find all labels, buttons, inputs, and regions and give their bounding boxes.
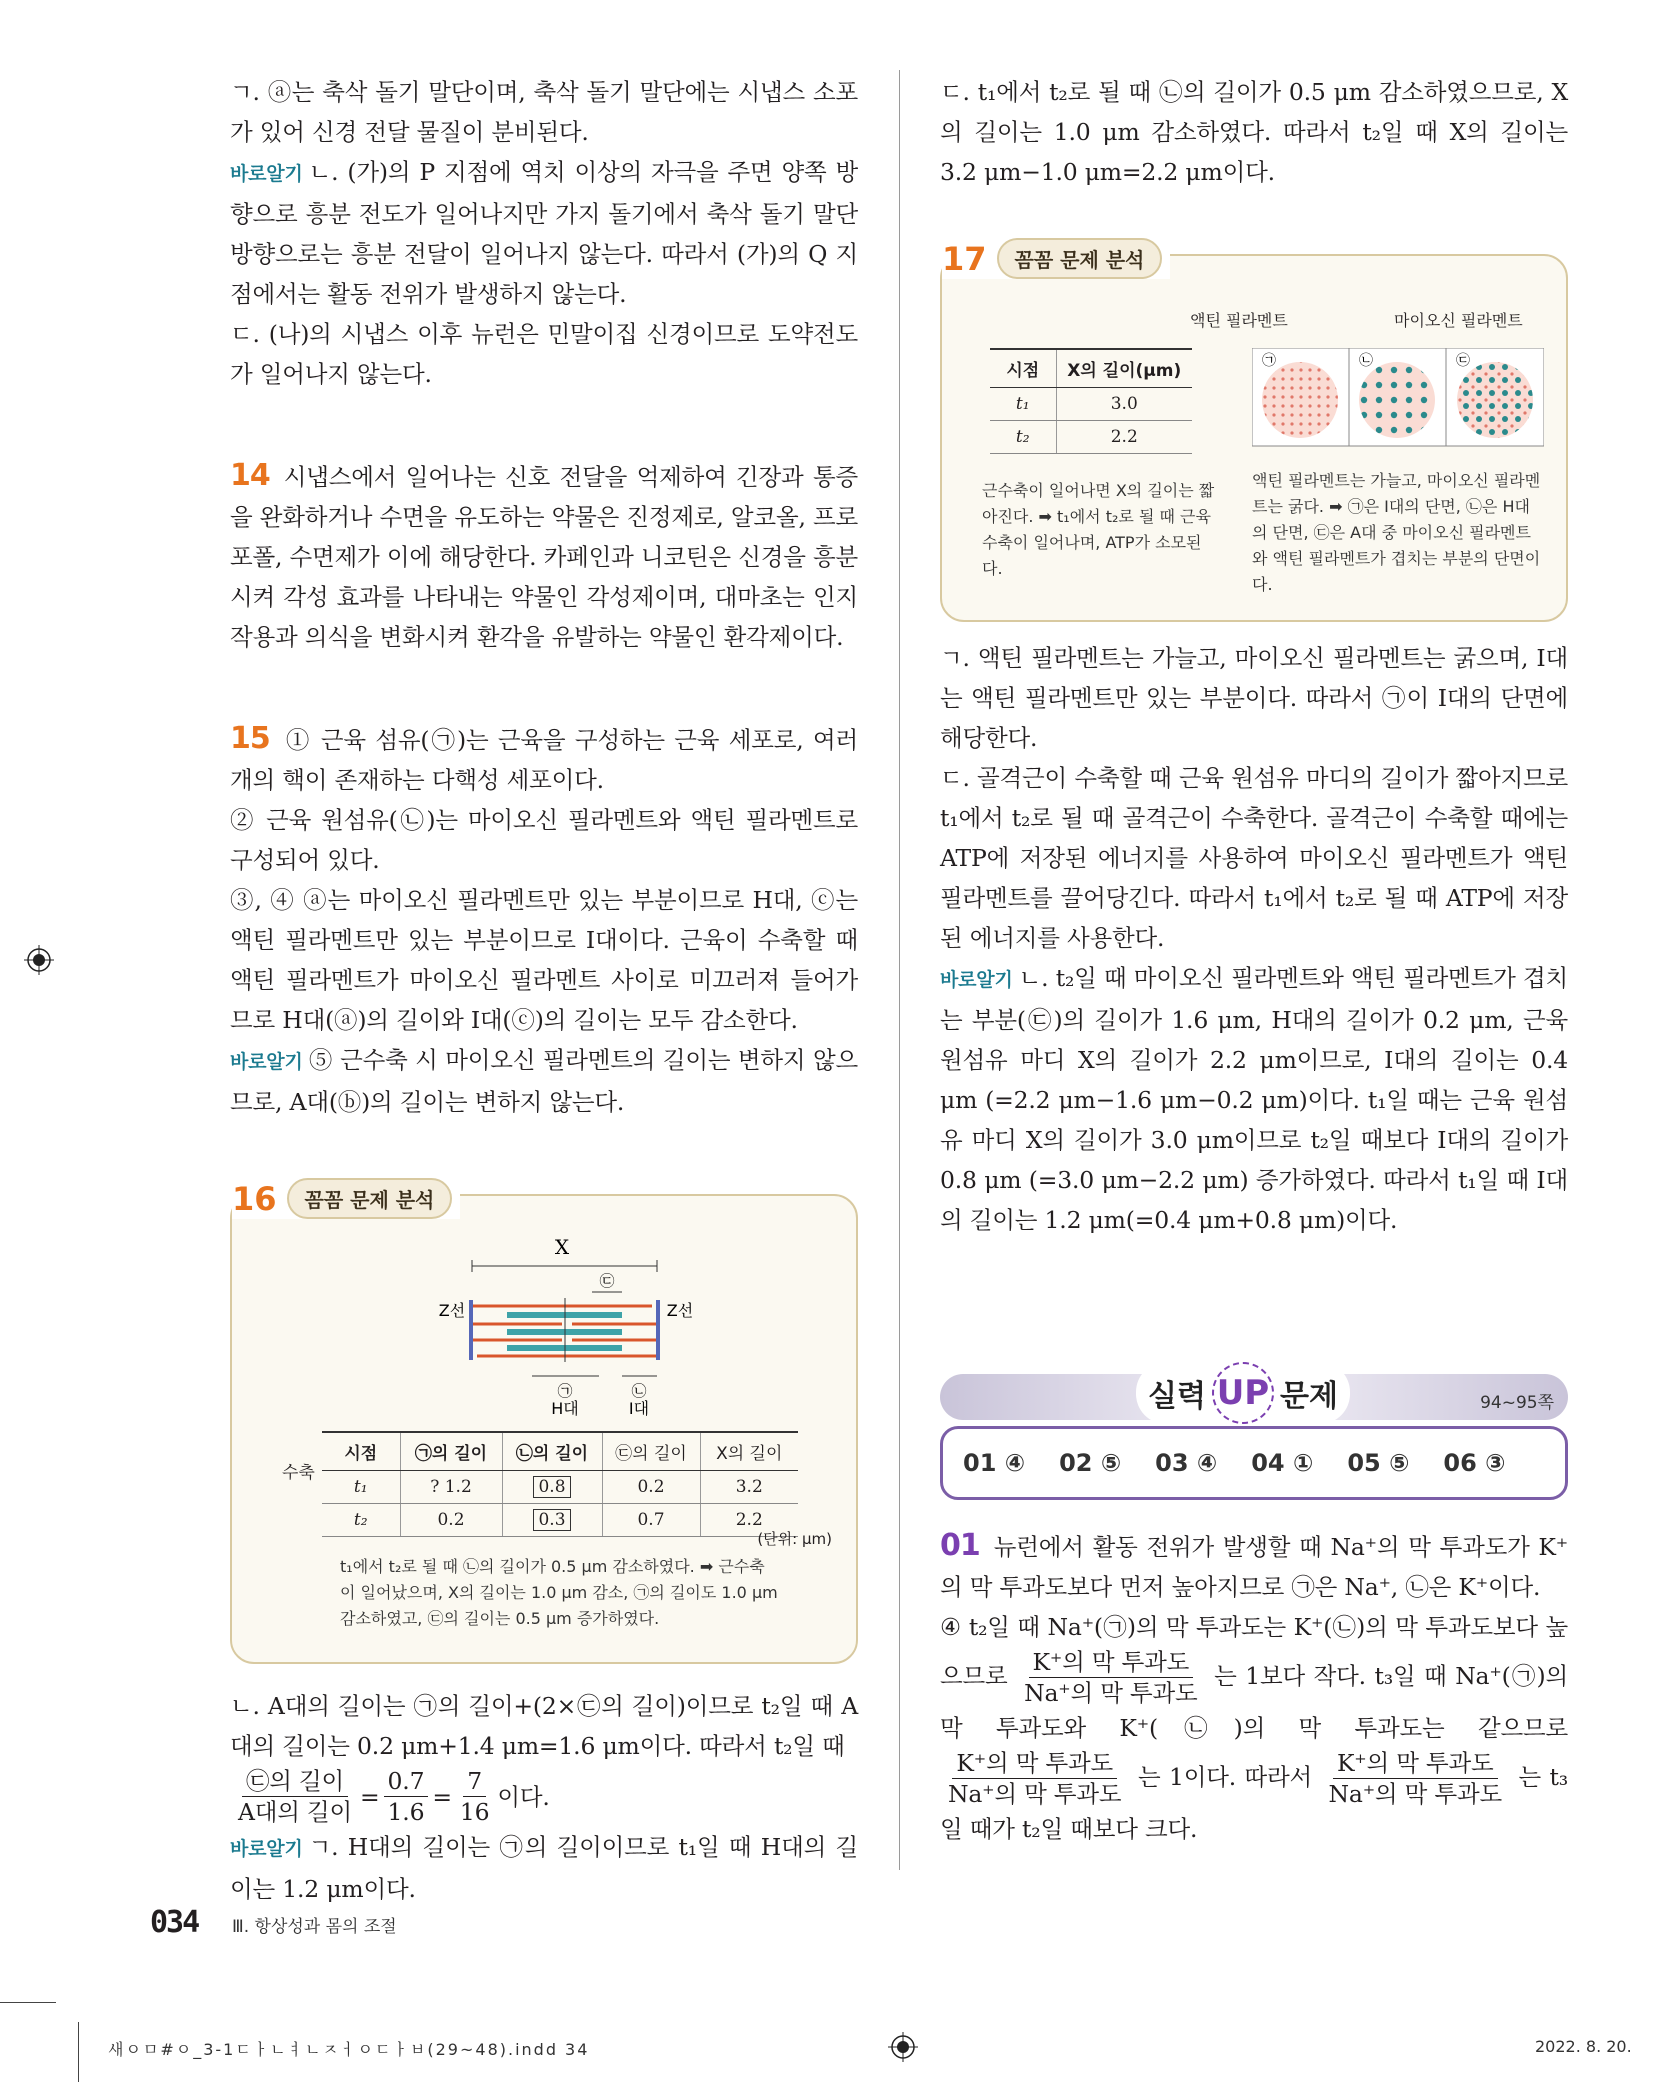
answer-item: 05 ⑤ — [1347, 1449, 1410, 1477]
question-number: 14 — [230, 458, 270, 493]
up-answer-box — [940, 1426, 1568, 1500]
paragraph-text: 는 t₃일 때가 t₂일 때보다 크다. — [940, 1763, 1568, 1843]
fraction-numerator: K⁺의 막 투과도 — [1029, 1647, 1194, 1678]
left-column — [230, 72, 858, 1909]
up-title-2: 문제 — [1279, 1379, 1338, 1414]
file-slug: 새ㅇㅁ#ㅇ_3-1ㄷㅏㄴㅕㄴㅈㅓㅇㄷㅏㅂ(29~48).indd 34 — [108, 2040, 590, 2059]
crop-mark — [0, 2002, 56, 2003]
fraction-denominator: Na⁺의 막 투과도 — [1024, 1679, 1198, 1707]
question-text: ① 근육 섬유(㉠)는 근육을 구성하는 근육 세포로, 여러 개의 핵이 존재하는 다핵성 세포이다. — [230, 726, 858, 794]
paragraph: ㄷ. (나)의 시냅스 이후 뉴런은 민말이집 신경이므로 도약전도가 일어나지 않는다. — [230, 320, 858, 388]
paragraph — [230, 1040, 858, 1122]
circle-label: ㉢ — [1456, 353, 1470, 369]
cross-section-diagram — [1252, 348, 1544, 448]
fraction-numerator: K⁺의 막 투과도 — [952, 1748, 1117, 1779]
fraction — [234, 1766, 356, 1827]
page-number: 034 — [150, 1905, 199, 1940]
fraction — [384, 1766, 429, 1827]
right-column — [940, 72, 1568, 1849]
paragraph: ③, ④ ⓐ는 마이오신 필라멘트만 있는 부분이므로 H대, ⓒ는 액틴 필라멘트만 있는 부분이므로 I대이다. 근육이 수축할 때 액틴 필라멘트가 마이오신 필라멘트 사이로 미끄러져 들어가므로 H대(ⓐ)의 길이와 I대(ⓒ)의 길이는 모두 감소한다. — [230, 886, 858, 1034]
question-15 — [230, 719, 858, 800]
boxed-value: 0.3 — [533, 1509, 570, 1531]
actin-label: 액틴 필라멘트 — [1190, 311, 1288, 330]
paragraph-text: ⑤ 근수축 시 마이오신 필라멘트의 길이는 변하지 않으므로, A대(ⓑ)의 길이는 변하지 않는다. — [230, 1046, 858, 1116]
contract-label: 수축 — [282, 1463, 315, 1483]
answer-item: 03 ④ — [1155, 1449, 1218, 1477]
paragraph-text: 는 1보다 작다. t₃일 때 Na⁺(㉠)의 막 투과도와 K⁺(㉡)의 막 투과도는 같으므로 — [940, 1662, 1568, 1742]
q17-analysis-box — [940, 239, 1568, 622]
paragraph: ㄱ. ⓐ는 축삭 돌기 말단이며, 축삭 돌기 말단에는 시냅스 소포가 있어 신경 전달 물질이 분비된다. — [230, 78, 858, 146]
b-label: ㉡ — [631, 1382, 647, 1400]
c-label: ㉢ — [599, 1272, 615, 1290]
q17-table — [990, 348, 1192, 454]
paragraph-text: 는 1이다. 따라서 — [1137, 1763, 1313, 1791]
table-cell: 0.7 — [602, 1504, 700, 1537]
fraction — [1325, 1748, 1506, 1809]
q16-table-wrap — [322, 1431, 798, 1537]
fraction — [1020, 1647, 1201, 1708]
q16-header — [232, 1178, 460, 1219]
paragraph — [230, 1827, 858, 1909]
q17-header — [942, 238, 1170, 279]
paragraph: ㄱ. 액틴 필라멘트는 가늘고, 마이오신 필라멘트는 굵으며, I대는 액틴 필라멘트만 있는 부분이다. 따라서 ㉠이 I대의 단면에 해당한다. — [940, 644, 1568, 752]
equals-sign: = — [432, 1782, 452, 1811]
table-cell: 2.2 — [700, 1504, 798, 1537]
paragraph: ㄷ. t₁에서 t₂로 될 때 ㉡의 길이가 0.5 μm 감소하였으므로, X의 길이는 1.0 μm 감소하였다. 따라서 t₂일 때 X의 길이는 3.2 μm−1.0 μm=2.2 μm이다. — [940, 78, 1568, 186]
paragraph-text: ㄴ. (가)의 P 지점에 역치 이상의 자극을 주면 양쪽 방향으로 흥분 전도가 일어나지만 가지 돌기에서 축삭 돌기 말단 방향으로는 흥분 전달이 일어나지 않는다. 따라서 (가)의 Q 지점에서는 활동 전위가 발생하지 않는다. — [230, 158, 858, 308]
table-cell: 0.2 — [400, 1504, 502, 1537]
question-number: 01 — [940, 1528, 980, 1563]
paragraph — [230, 152, 858, 314]
baro-label: 바로알기 — [230, 1051, 303, 1073]
unit-label: (단위: μm) — [757, 1530, 832, 1548]
baro-label: 바로알기 — [940, 969, 1013, 991]
q17-note-left: 근수축이 일어나면 X의 길이는 짧아진다. ➡ t₁에서 t₂로 될 때 근육 수축이 일어나며, ATP가 소모된다. — [982, 481, 1215, 578]
table-header: 시점 — [322, 1432, 400, 1471]
zline-left-label: Z선 — [438, 1301, 466, 1320]
fraction — [456, 1766, 494, 1827]
zline-right-label: Z선 — [666, 1301, 694, 1320]
section-title: Ⅲ. 항상성과 몸의 조절 — [232, 1917, 397, 1937]
table-row — [990, 421, 1192, 454]
table-header: ㉡의 길이 — [502, 1432, 602, 1471]
fraction-denominator: Na⁺의 막 투과도 — [948, 1780, 1122, 1808]
table-header: X의 길이 — [700, 1432, 798, 1471]
boxed-value: 0.8 — [533, 1476, 570, 1498]
q16-analysis-box — [230, 1179, 858, 1664]
baro-label: 바로알기 — [230, 1838, 303, 1860]
paragraph-fraction — [230, 1766, 858, 1827]
table-cell: t₂ — [322, 1504, 400, 1537]
q17-note-right: 액틴 필라멘트는 가늘고, 마이오신 필라멘트는 굵다. ➡ ㉠은 I대의 단면, ㉡은 H대의 단면, ㉢은 A대 중 마이오신 필라멘트와 액틴 필라멘트가 겹치는 부분의 단면이다. — [1252, 471, 1541, 594]
fraction-numerator: 0.7 — [384, 1766, 429, 1797]
q16-table — [322, 1431, 798, 1537]
paragraph: ㄴ. A대의 길이는 ㉠의 길이+(2×㉢의 길이)이므로 t₂일 때 A대의 길이는 0.2 μm+1.4 μm=1.6 μm이다. 따라서 t₂일 때 — [230, 1692, 858, 1760]
fraction-tail: 이다. — [497, 1782, 550, 1811]
print-date: 2022. 8. 20. — [1535, 2037, 1632, 2056]
analysis-pill: 꼼꼼 문제 분석 — [287, 1178, 453, 1219]
q16-note: t₁에서 t₂로 될 때 ㉡의 길이가 0.5 μm 감소하였다. ➡ 근수축이 일어났으며, X의 길이는 1.0 μm 감소, ㉠의 길이도 1.0 μm 감소하였고, ㉢의 길이는 0.5 μm 증가하였다. — [340, 1557, 778, 1628]
table-cell: 3.2 — [700, 1471, 798, 1504]
paragraph: ② 근육 원섬유(㉡)는 마이오신 필라멘트와 액틴 필라멘트로 구성되어 있다. — [230, 806, 858, 874]
z-line-left — [469, 1300, 473, 1360]
answer-item: 01 ④ — [963, 1449, 1026, 1477]
sarcomere-diagram — [232, 1236, 856, 1416]
fraction-numerator: ㉢의 길이 — [242, 1766, 348, 1797]
paragraph: ㄷ. 골격근이 수축할 때 근육 원섬유 마디의 길이가 짧아지므로 t₁에서 t₂로 될 때 골격근이 수축한다. 골격근이 수축할 때에는 ATP에 저장된 에너지를 사용하여 마이오신 필라멘트가 액틴 필라멘트를 끌어당긴다. 따라서 t₁에서 t₂로 될 때 ATP에 저장된 에너지를 사용한다. — [940, 764, 1568, 952]
circle-label: ㉠ — [1262, 353, 1276, 369]
myosin-label: 마이오신 필라멘트 — [1394, 311, 1523, 330]
table-header: X의 길이(μm) — [1056, 349, 1192, 388]
baro-label: 바로알기 — [230, 163, 303, 185]
q17-table-wrap — [990, 348, 1192, 454]
column-divider — [899, 70, 900, 1870]
a-label: ㉠ — [557, 1382, 573, 1400]
up-pages: 94~95쪽 — [1480, 1393, 1554, 1413]
question-number: 16 — [232, 1179, 277, 1218]
question-number: 15 — [230, 721, 270, 756]
question-text: 뉴런에서 활동 전위가 발생할 때 Na⁺의 막 투과도가 K⁺의 막 투과도보다 먼저 높아지므로 ㉠은 Na⁺, ㉡은 K⁺이다. — [940, 1533, 1568, 1601]
fraction-numerator: 7 — [463, 1766, 486, 1797]
question-14 — [230, 456, 858, 657]
question-01 — [940, 1526, 1568, 1607]
h-band-label: H대 — [551, 1399, 579, 1416]
answer-item: 04 ① — [1251, 1449, 1314, 1477]
table-cell: 0.2 — [602, 1471, 700, 1504]
table-cell: t₂ — [990, 421, 1056, 454]
table-row — [322, 1471, 798, 1504]
table-cell — [502, 1471, 602, 1504]
analysis-pill: 꼼꼼 문제 분석 — [997, 238, 1163, 279]
table-cell: ? 1.2 — [400, 1471, 502, 1504]
table-cell: t₁ — [322, 1471, 400, 1504]
fraction — [944, 1748, 1125, 1809]
paragraph — [940, 958, 1568, 1240]
paragraph-text: ㄴ. t₂일 때 마이오신 필라멘트와 액틴 필라멘트가 겹치는 부분(㉢)의 길이가 1.6 μm, H대의 길이가 0.2 μm, 근육 원섬유 마디 X의 길이가 2.2 μm이므로, I대의 길이는 0.4 μm (=2.2 μm−1.6 μm−0.2 μm)이다. t₁일 때는 근육 원섬유 마디 X의 길이가 3.0 μm이므로 t₂일 때보다 I대의 길이가 0.8 μm (=3.0 μm−2.2 μm) 증가하였다. 따라서 t₁일 때 I대의 길이는 1.2 μm(=0.4 μm+0.8 μm)이다. — [940, 964, 1568, 1234]
table-header: ㉢의 길이 — [602, 1432, 700, 1471]
i-band-label: I대 — [628, 1399, 650, 1416]
question-number: 17 — [942, 239, 987, 278]
table-cell: 2.2 — [1056, 421, 1192, 454]
table-cell — [502, 1504, 602, 1537]
answer-item: 02 ⑤ — [1059, 1449, 1122, 1477]
paragraph-text: ④ t₂일 때 Na⁺(㉠)의 막 투과도는 K⁺(㉡)의 막 투과도보다 높으므로 — [940, 1613, 1568, 1690]
fraction-denominator: 16 — [459, 1798, 490, 1826]
paragraph — [940, 1607, 1568, 1849]
circle-label: ㉡ — [1359, 353, 1373, 369]
crop-mark — [78, 2022, 79, 2082]
up-title — [1136, 1362, 1350, 1424]
registration-mark-icon — [24, 945, 54, 975]
table-header: ㉠의 길이 — [400, 1432, 502, 1471]
table-header: 시점 — [990, 349, 1056, 388]
table-cell: 3.0 — [1056, 388, 1192, 421]
question-text: 시냅스에서 일어나는 신호 전달을 억제하여 긴장과 통증을 완화하거나 수면을 유도하는 약물은 진정제로, 알코올, 프로포폴, 수면제가 이에 해당한다. 카페인과 니코틴은 신경을 흥분시켜 각성 효과를 나타내는 약물인 각성제이며, 대마초는 인지 작용과 의식을 변화시켜 환각을 유발하는 약물인 환각제이다. — [230, 463, 858, 651]
up-banner — [940, 1356, 1568, 1526]
table-row — [322, 1504, 798, 1537]
answer-item: 06 ③ — [1443, 1449, 1506, 1477]
fraction-numerator: K⁺의 막 투과도 — [1333, 1748, 1498, 1779]
table-row — [990, 388, 1192, 421]
up-title-1: 실력 — [1148, 1379, 1206, 1414]
x-label: X — [554, 1236, 570, 1259]
equals-sign: = — [360, 1782, 380, 1811]
fraction-denominator: A대의 길이 — [238, 1798, 353, 1826]
fraction-denominator: 1.6 — [387, 1798, 425, 1826]
z-line-right — [656, 1300, 660, 1360]
paragraph-text: ㄱ. H대의 길이는 ㉠의 길이이므로 t₁일 때 H대의 길이는 1.2 μm이다. — [230, 1833, 858, 1903]
registration-mark-icon — [888, 2032, 918, 2062]
up-circle: UP — [1212, 1362, 1274, 1424]
fraction-denominator: Na⁺의 막 투과도 — [1328, 1780, 1502, 1808]
table-cell: t₁ — [990, 388, 1056, 421]
